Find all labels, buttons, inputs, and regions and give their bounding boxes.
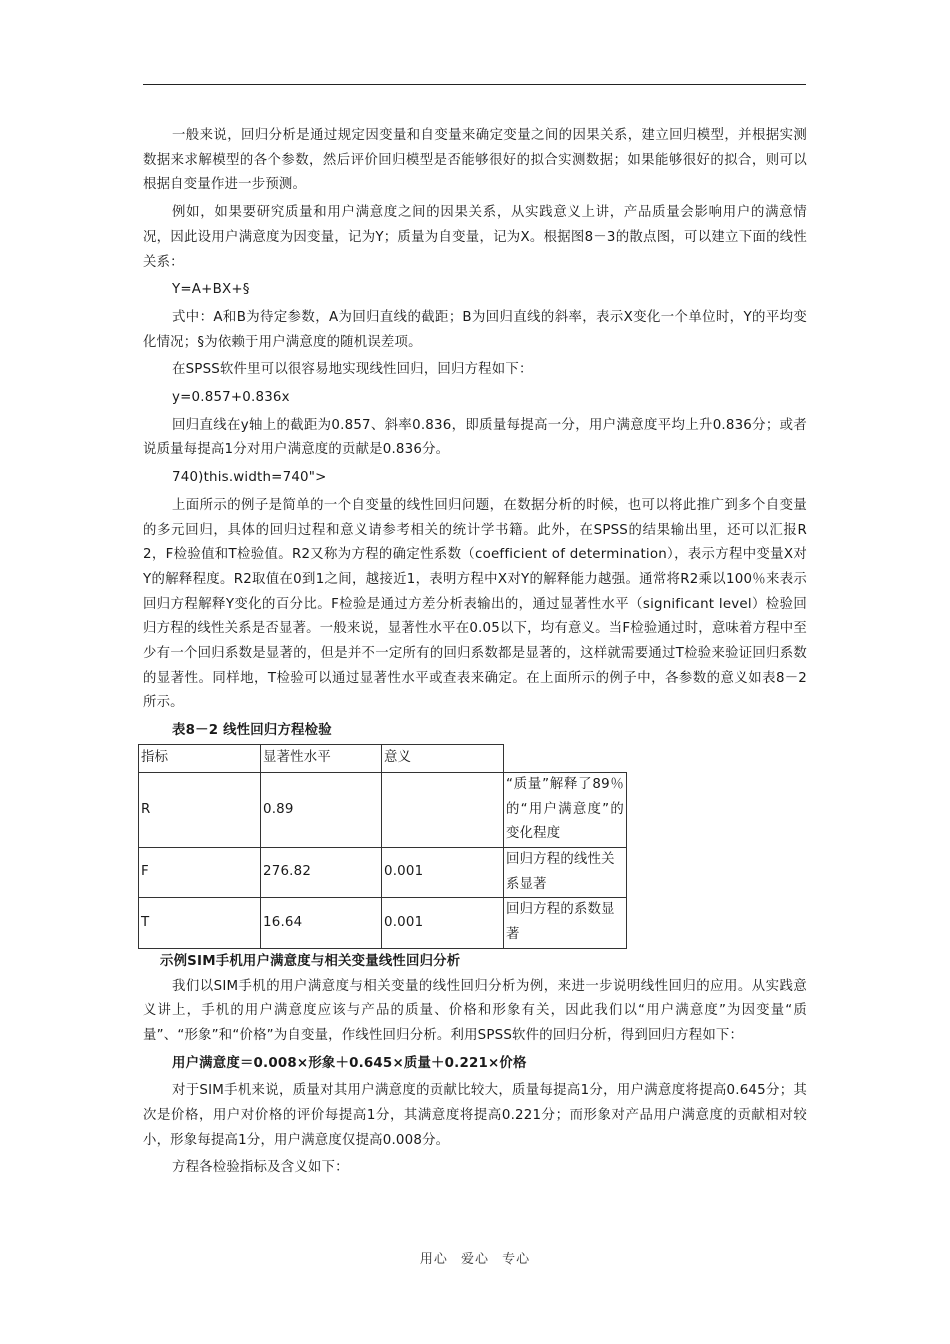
table-caption: 表8－2 线性回归方程检验 xyxy=(172,723,332,739)
table-cell-index: R xyxy=(139,772,261,847)
paragraph-spss: 在SPSS软件里可以很容易地实现线性回归，回归方程如下： xyxy=(172,362,533,378)
formula-regression: y=0.857+0.836x xyxy=(172,390,290,406)
table-header-significance: 显著性水平 xyxy=(261,744,382,772)
paragraph-intercept: 回归直线在y轴上的截距为0.857、斜率0.836，即质量每提高一分，用户满意度平均上升0.836分；或者说质量每提高1分对用户满意度的贡献是0.836分。 xyxy=(143,417,807,458)
paragraph-formula-explain: 式中：A和B为待定参数，A为回归直线的截距；B为回归直线的斜率，表示X变化一个单位时，Y的平均变化情况；§为依赖于用户满意度的随机误差项。 xyxy=(143,309,807,350)
table-header-meaning: 意义 xyxy=(382,744,504,772)
table-cell-extra: 回归方程的线性关系显著 xyxy=(504,847,627,897)
table-cell-meaning: 0.001 xyxy=(382,898,504,948)
formula-linear: Y=A+BX+§ xyxy=(172,282,250,298)
table-row xyxy=(139,898,627,948)
table-cell-index: F xyxy=(139,847,261,897)
table-cell-significance: 16.64 xyxy=(261,898,382,948)
paragraph-html-fragment: 740)this.width=740"> xyxy=(172,470,327,486)
paragraph-intro: 一般来说，回归分析是通过规定因变量和自变量来确定变量之间的因果关系，建立回归模型，并根据实测数据来求解模型的各个参数，然后评价回归模型是否能够很好的拟合实测数据；如果能够很好的拟合，则可以根据自变量作进一步预测。 xyxy=(143,128,807,193)
table-header-row xyxy=(139,744,627,772)
regression-test-table xyxy=(138,744,627,949)
paragraph-example-tests: 方程各检验指标及含义如下： xyxy=(172,1160,349,1176)
paragraph-example-analysis: 对于SIM手机来说，质量对其用户满意度的贡献比较大，质量每提高1分，用户满意度将提高0.645分；其次是价格，用户对价格的评价每提高1分，其满意度将提高0.221分；而形象对产品用户满意度的贡献相对较小，形象每提高1分，用户满意度仅提高0.008分。 xyxy=(143,1083,807,1148)
table-cell-index: T xyxy=(139,898,261,948)
paragraph-multivariate: 上面所示的例子是简单的一个自变量的线性回归问题，在数据分析的时候，也可以将此推广到多个自变量的多元回归，具体的回归过程和意义请参考相关的统计学书籍。此外，在SPSS的结果输出里，还可以汇报R2，F检验值和T检验值。R2又称为方程的确定性系数（coefficient of determination），表示方程中变量X对Y的解释程度。R2取值在0到1之间，越接近1，表明方程中X对Y的解释能力越强。通常将R2乘以100％来表示回归方程解释Y变化的百分比。F检验是通过方差分析表输出的，通过显著性水平（significant level）检验回归方程的线性关系是否显著。一般来说，显著性水平在0.05以下，均有意义。当F检验通过时，意味着方程中至少有一个回归系数是显著的，但是并不一定所有的回归系数都是显著的，这样就需要通过T检验来验证回归系数的显著性。同样地，T检验可以通过显著性水平或查表来确定。在上面所示的例子中，各参数的意义如表8－2所示。 xyxy=(143,497,807,711)
table-cell-extra: “质量”解释了89％的“用户满意度”的变化程度 xyxy=(504,772,627,847)
table-header-empty xyxy=(504,744,627,772)
page-footer: 用心 爱心 专心 xyxy=(419,1252,531,1267)
table-cell-meaning xyxy=(382,772,504,847)
example-title: 示例SIM手机用户满意度与相关变量线性回归分析 xyxy=(160,953,461,969)
table-cell-meaning: 0.001 xyxy=(382,847,504,897)
table-cell-significance: 0.89 xyxy=(261,772,382,847)
document-body xyxy=(143,124,807,1184)
paragraph-example: 例如，如果要研究质量和用户满意度之间的因果关系，从实践意义上讲，产品质量会影响用户的满意情况，因此设用户满意度为因变量，记为Y；质量为自变量，记为X。根据图8－3的散点图，可以建立下面的线性关系： xyxy=(143,205,807,270)
formula-satisfaction: 用户满意度＝0.008×形象＋0.645×质量＋0.221×价格 xyxy=(172,1055,527,1071)
table-row xyxy=(139,772,627,847)
table-cell-extra: 回归方程的系数显著 xyxy=(504,898,627,948)
table-row xyxy=(139,847,627,897)
table-header-index: 指标 xyxy=(139,744,261,772)
header-rule xyxy=(143,84,806,85)
table-cell-significance: 276.82 xyxy=(261,847,382,897)
paragraph-example-intro: 我们以SIM手机的用户满意度与相关变量的线性回归分析为例，来进一步说明线性回归的应用。从实践意义讲上，手机的用户满意度应该与产品的质量、价格和形象有关，因此我们以“用户满意度”为因变量“质量”、“形象”和“价格”为自变量，作线性回归分析。利用SPSS软件的回归分析，得到回归方程如下： xyxy=(143,978,807,1043)
